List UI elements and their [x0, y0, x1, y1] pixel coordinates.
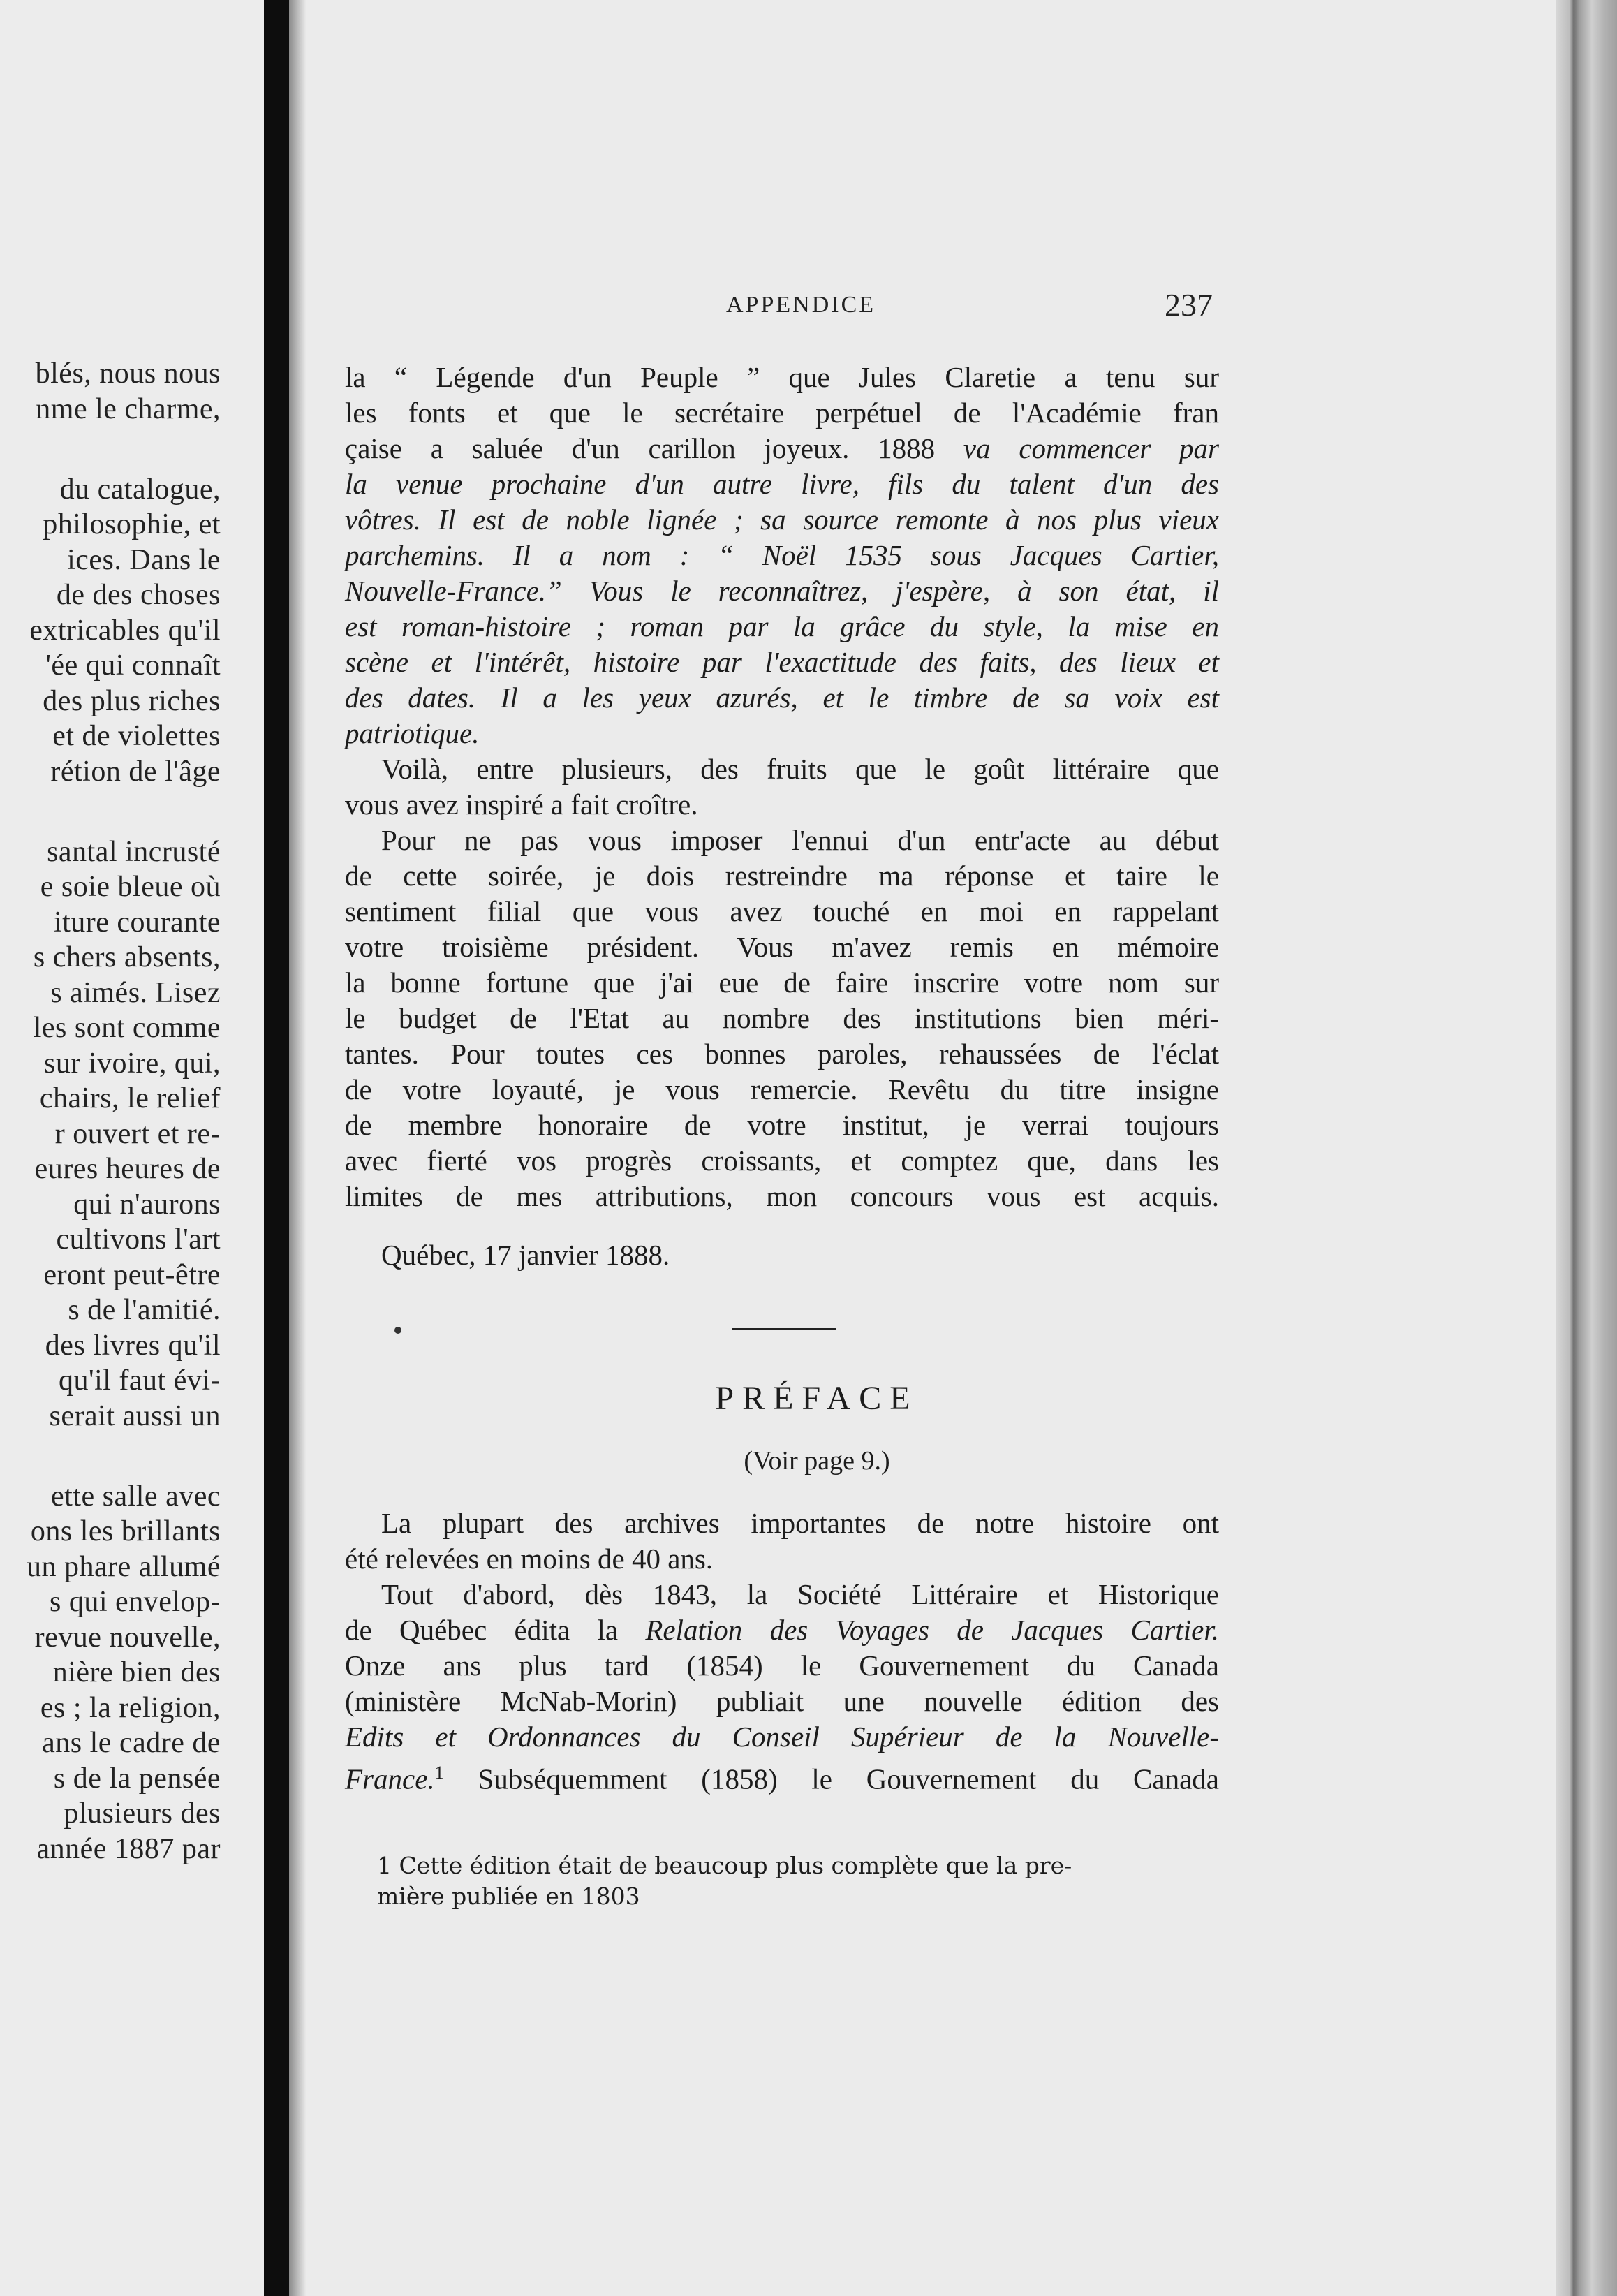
preface-line: Edits et Ordonnances du Conseil Supérieur de la Nouvelle-	[345, 1721, 1219, 1753]
facing-page-line: r ouvert et re-	[54, 1117, 221, 1150]
facing-page-line: s qui envelop-	[50, 1586, 221, 1618]
body-line: de membre honoraire de votre institut, je verrai toujours	[345, 1109, 1219, 1141]
running-header: APPENDICE	[726, 292, 876, 318]
facing-page-line: santal incrusté	[47, 835, 221, 868]
ink-speck	[394, 1327, 401, 1334]
page-edge	[1556, 0, 1617, 2296]
body-line: les fonts et que le secrétaire perpétuel de l'Académie fran	[345, 397, 1219, 429]
facing-page-line: s chers absents,	[33, 941, 221, 973]
facing-page-line: serait aussi un	[49, 1399, 221, 1432]
facing-page-line: plusieurs des	[64, 1797, 221, 1830]
preface-line	[345, 1612, 1219, 1648]
preface-line: (ministère McNab-Morin) publiait une nouvelle édition des	[345, 1685, 1219, 1717]
preface-line: Tout d'abord, dès 1843, la Société Littéraire et Historique	[381, 1578, 1219, 1610]
body-line: sentiment filial que vous avez touché en moi en rappelant	[345, 895, 1219, 927]
body-line: la “ Légende d'un Peuple ” que Jules Claretie a tenu sur	[345, 361, 1219, 393]
preface-line: Onze ans plus tard (1854) le Gouvernement du Canada	[345, 1649, 1219, 1681]
body-line: Pour ne pas vous imposer l'ennui d'un entr'acte au début	[381, 824, 1219, 856]
preface-line	[345, 1755, 1219, 1797]
facing-page-line: iture courante	[53, 906, 221, 939]
section-divider	[732, 1328, 836, 1330]
body-line: avec fierté vos progrès croissants, et comptez que, dans les	[345, 1145, 1219, 1177]
facing-page-line: s de l'amitié.	[68, 1294, 221, 1326]
facing-page-line: nière bien des	[52, 1656, 221, 1688]
book-gutter	[264, 0, 289, 2296]
facing-page-line: extricables qu'il	[29, 614, 221, 647]
body-line: tantes. Pour toutes ces bonnes paroles, rehaussées de l'éclat	[345, 1038, 1219, 1070]
body-line: patriotique.	[345, 717, 480, 749]
body-text: çaise a saluée d'un carillon joyeux. 1888	[345, 432, 963, 464]
facing-page-line: eures heures de	[34, 1153, 221, 1185]
facing-page-line: ices. Dans le	[67, 543, 221, 576]
facing-page-line: et de violettes	[52, 720, 221, 752]
preface-text: Subséquemment (1858) le Gouvernement du Canada	[443, 1763, 1219, 1795]
body-line: est roman-histoire ; roman par la grâce du style, la mise en	[345, 610, 1219, 642]
body-line: de votre loyauté, je vous remercie. Revêtu du titre insigne	[345, 1073, 1219, 1105]
body-line: le budget de l'Etat au nombre des institutions bien méri-	[345, 1002, 1219, 1034]
body-line: vôtres. Il est de noble lignée ; sa source remonte à nos plus vieux	[345, 503, 1219, 536]
facing-page-line: ons les brillants	[30, 1515, 221, 1547]
body-line: la venue prochaine d'un autre livre, fils du talent d'un des	[345, 468, 1219, 500]
section-title: PRÉFACE	[715, 1380, 919, 1417]
preface-text-italic: Relation des Voyages de Jacques Cartier.	[645, 1614, 1219, 1646]
body-line: Voilà, entre plusieurs, des fruits que le goût littéraire que	[381, 753, 1219, 785]
facing-page-line: qui n'aurons	[73, 1188, 221, 1221]
facing-page-line: des livres qu'il	[45, 1329, 221, 1362]
facing-page-line: année 1887 par	[36, 1832, 221, 1865]
gutter-shadow	[289, 0, 306, 2296]
body-line: votre troisième président. Vous m'avez remis en mémoire	[345, 931, 1219, 963]
footnote-line: 1 Cette édition était de beaucoup plus complète que la pre-	[377, 1852, 1072, 1879]
facing-page-line: nme le charme,	[36, 392, 221, 425]
facing-page-line: e soie bleue où	[40, 871, 221, 903]
body-line: vous avez inspiré a fait croître.	[345, 788, 698, 820]
facing-page-line: qu'il faut évi-	[59, 1364, 221, 1397]
facing-page-line: revue nouvelle,	[34, 1621, 221, 1654]
body-line: scène et l'intérêt, histoire par l'exactitude des faits, des lieux et	[345, 646, 1219, 678]
facing-page-line: 'ée qui connaît	[45, 649, 221, 682]
facing-page-line: philosophie, et	[43, 508, 221, 540]
facing-page-line: blés, nous nous	[35, 358, 221, 390]
facing-page-line: chairs, le relief	[39, 1082, 221, 1114]
facing-page-line: eront peut-être	[43, 1258, 221, 1291]
facing-page-line: des plus riches	[43, 684, 221, 717]
facing-page-line: cultivons l'art	[56, 1223, 221, 1256]
facing-page-line: ans le cadre de	[42, 1727, 221, 1759]
facing-page-line: ette salle avec	[50, 1480, 221, 1513]
facing-page-line: sur ivoire, qui,	[44, 1047, 221, 1080]
body-line: la bonne fortune que j'ai eue de faire inscrire votre nom sur	[345, 966, 1219, 999]
facing-page-line: es ; la religion,	[40, 1691, 221, 1724]
body-line: Nouvelle-France.” Vous le reconnaîtrez, j'espère, à son état, il	[345, 575, 1219, 607]
body-line: des dates. Il a les yeux azurés, et le timbre de sa voix est	[345, 682, 1219, 714]
preface-text: de Québec édita la	[345, 1614, 646, 1646]
body-text-italic: va commencer par	[963, 432, 1219, 464]
body-line: parchemins. Il a nom : “ Noël 1535 sous Jacques Cartier,	[345, 539, 1219, 571]
footnote-line: mière publiée en 1803	[377, 1883, 640, 1910]
facing-page-line: s aimés. Lisez	[50, 976, 221, 1009]
facing-page-line: un phare allumé	[26, 1550, 221, 1583]
body-line: de cette soirée, je dois restreindre ma réponse et taire le	[345, 860, 1219, 892]
preface-line: La plupart des archives importantes de notre histoire ont	[381, 1507, 1219, 1539]
facing-page-line: de des choses	[56, 579, 221, 611]
facing-page-line: les sont comme	[33, 1012, 221, 1044]
facing-page	[0, 0, 264, 2296]
preface-line: été relevées en moins de 40 ans.	[345, 1543, 714, 1575]
footnote-marker: 1	[434, 1763, 444, 1783]
facing-page-line: s de la pensée	[53, 1762, 221, 1795]
facing-page-line: rétion de l'âge	[50, 755, 221, 788]
preface-text-italic: France.	[345, 1763, 435, 1795]
signoff-date: Québec, 17 janvier 1888.	[381, 1239, 670, 1271]
page-number: 237	[1165, 287, 1213, 323]
body-line	[345, 431, 1219, 466]
facing-page-line: du catalogue,	[59, 473, 221, 506]
body-line: limites de mes attributions, mon concours vous est acquis.	[345, 1180, 1219, 1212]
section-subtitle: (Voir page 9.)	[744, 1446, 890, 1476]
